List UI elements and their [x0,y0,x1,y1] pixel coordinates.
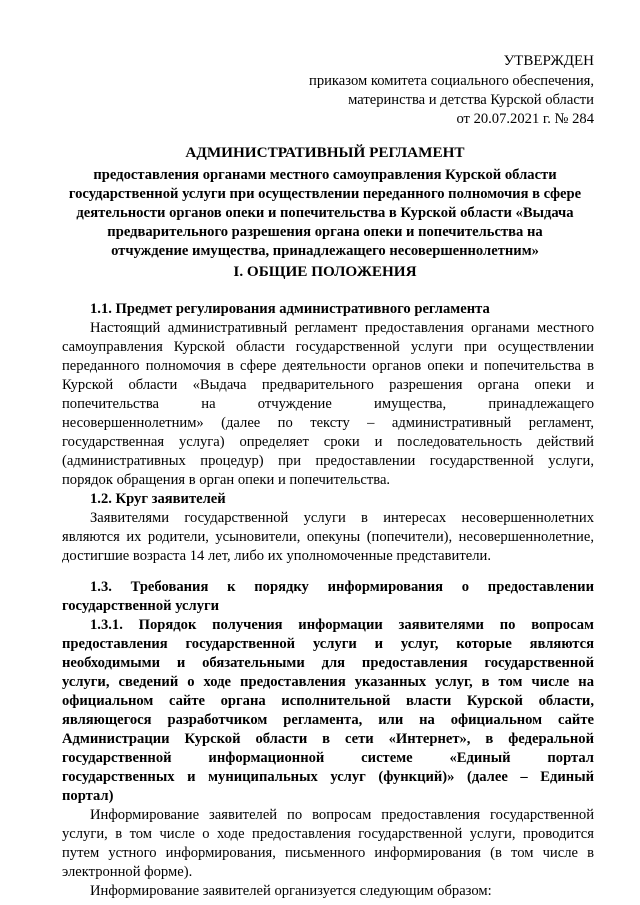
section-heading: I. ОБЩИЕ ПОЛОЖЕНИЯ [233,263,417,280]
approval-line-2: материнства и детства Курской области [348,92,594,108]
clause-line: 1.3.1. Порядок получения информации заявителями по вопросам [90,617,594,633]
paragraph-line: путем устного информирования, письменного информирования (в том числе в [62,845,594,861]
clause-line: государственных и муниципальных услуг (функций)» (далее – Единый [62,769,594,785]
document-subtitle [56,166,594,261]
approval-stamp [214,52,594,129]
paragraph-line: являются их родители, усыновители, опекуны (попечители), несовершеннолетние, [62,529,594,545]
paragraph-line: услуги, в том числе о ходе предоставления государственной услуги, проводится [62,826,594,842]
paragraph-line: порядок обращения в орган опеки и попечительства. [62,472,391,488]
subtitle-line: государственной услуги при осуществлении переданного полномочия в сфере [68,186,582,202]
paragraph-line: переданного полномочия в сфере деятельности органов опеки и попечительства в [62,358,594,374]
clause-line: необходимыми и обязательными для предоставления государственной [62,655,594,671]
approval-heading: УТВЕРЖДЕН [503,53,594,69]
paragraph-line: достигшие возраста 14 лет, либо их уполномоченные представители. [62,548,491,564]
subtitle-line: предварительного разрешения органа опеки и попечительства на [107,224,543,240]
paragraph-line: Заявителями государственной услуги в интересах несовершеннолетних [90,510,594,526]
clause-line: Администрации Курской области в сети «Интернет», в федеральной [62,731,594,747]
document-title-block [56,143,594,261]
subtitle-line: деятельности органов опеки и попечительства в Курской области «Выдача [76,205,574,221]
approval-line-3: от 20.07.2021 г. № 284 [456,111,594,127]
subsection-heading: государственной услуги [62,598,220,614]
clause-line: государственной информационной системе «Единый портал [62,750,594,766]
section-1-2 [62,490,594,566]
document-title: АДМИНИСТРАТИВНЫЙ РЕГЛАМЕНТ [185,144,465,161]
paragraph-line: государственная услуга) определяет сроки и последовательность действий [62,434,594,450]
paragraph-line: (административных процедур) при предоставлении государственной услуги, [62,453,594,469]
paragraph-line: несовершеннолетним» (далее по тексту – административный регламент, [62,415,594,431]
section-1-1 [62,300,594,490]
subsection-heading: 1.2. Круг заявителей [90,491,226,507]
paragraph-line: Курской области «Выдача предварительного разрешения органа опеки и [62,377,594,393]
subtitle-line: предоставления органами местного самоуправления Курской области [93,167,557,183]
paragraph-line: Информирование заявителей по вопросам предоставления государственной [90,807,594,823]
paragraph-line: Информирование заявителей организуется следующим образом: [90,883,492,899]
subsection-heading: 1.1. Предмет регулирования административного регламента [90,301,490,317]
clause-line: являющегося разработчиком регламента, или на официальном сайте [62,712,594,728]
clause-line: портал) [62,788,114,804]
approval-line-1: приказом комитета социального обеспечения, [309,73,594,89]
paragraph-line: Настоящий административный регламент предоставления органами местного [90,320,594,336]
clause-line: предоставления государственной услуги и услуг, которые являются [62,636,594,652]
clause-line: официальном сайте органа исполнительной власти Курской области, [62,693,594,709]
subtitle-line: отчуждение имущества, принадлежащего несовершеннолетним» [111,243,539,259]
section-1-3 [62,578,594,901]
paragraph-line: самоуправления Курской области государственной услуги при осуществлении [62,339,594,355]
paragraph-line: электронной форме). [62,864,193,880]
subsection-heading: 1.3. Требования к порядку информирования о предоставлении [90,579,594,595]
clause-line: услуги, сведений о ходе предоставления указанных услуг, в том числе на [62,674,594,690]
paragraph-line: попечительства на отчуждение имущества, принадлежащего [62,396,594,412]
